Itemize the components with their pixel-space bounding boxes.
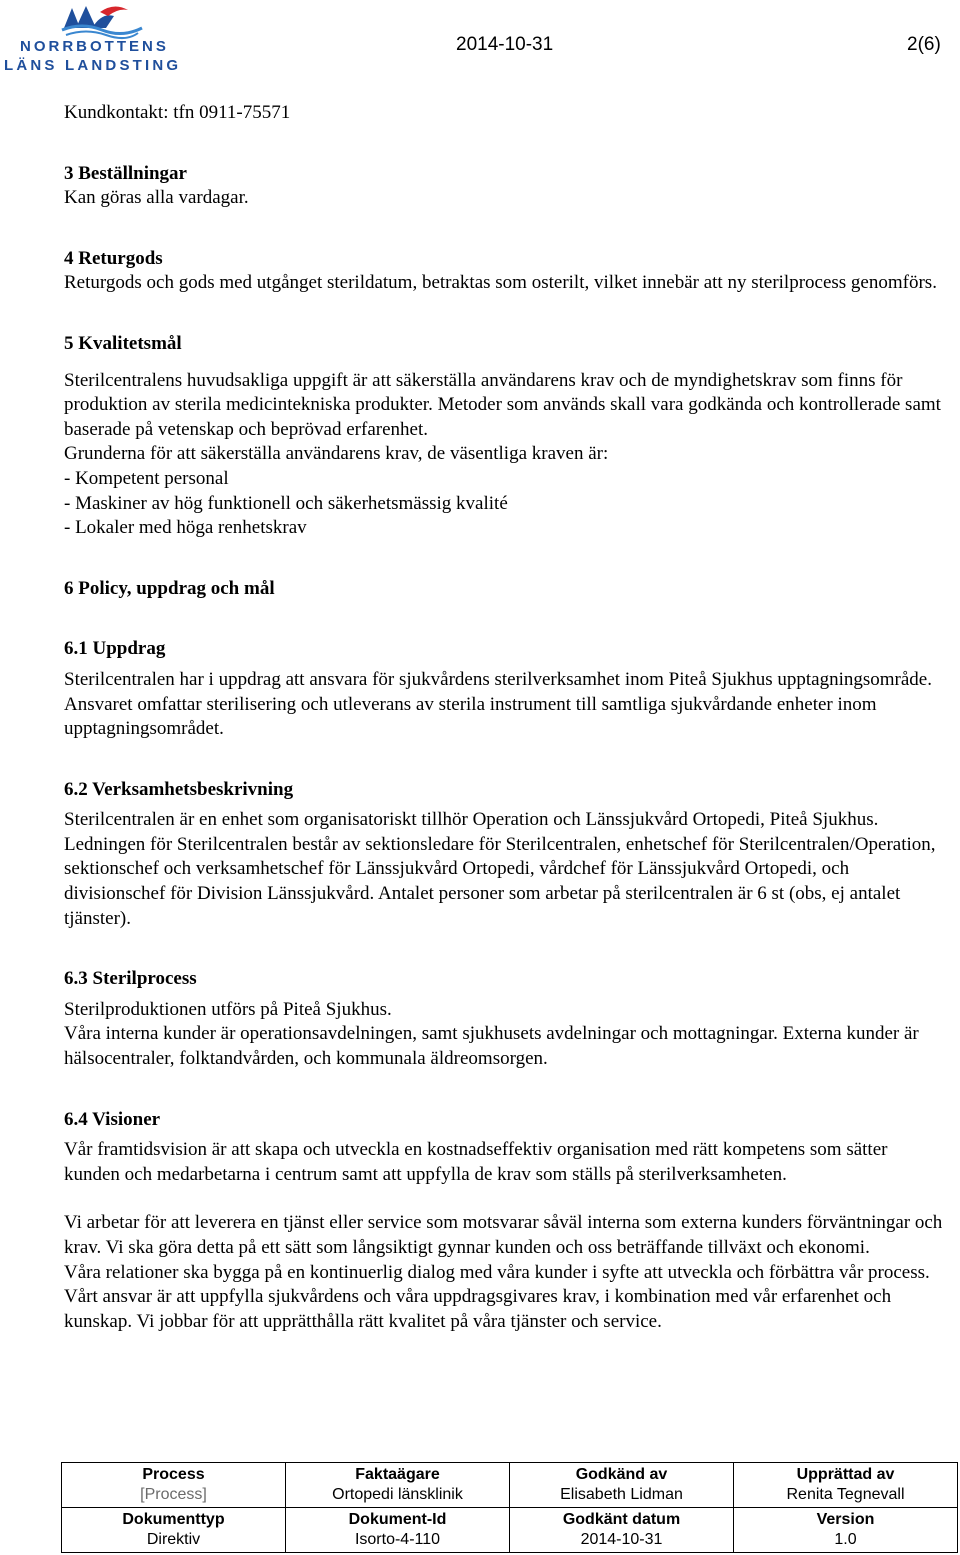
section-6-heading: 6 Policy, uppdrag och mål xyxy=(64,577,275,599)
section-4-text: Returgods och gods med utgånget sterildatum, betraktas som osterilt, vilket innebär att ny sterilprocess genomförs. xyxy=(64,272,937,294)
section-5-heading: 5 Kvalitetsmål xyxy=(64,332,182,354)
footer-cell-approved-by xyxy=(510,1463,734,1508)
footer-label: Upprättad av xyxy=(796,1466,895,1483)
footer-value: Renita Tegnevall xyxy=(786,1486,905,1503)
section-5-intro: Grunderna för att säkerställa användarens krav, de väsentliga kraven är: xyxy=(64,443,609,465)
section-3-text: Kan göras alla vardagar. xyxy=(64,187,249,209)
section-5-text: Sterilcentralens huvudsakliga uppgift är att säkerställa användarens krav och de myndighetskrav som finns för produktion av sterila medicintekniska produkter. Metoder som används skall vara godkända och kontrollerade samt baserade på vetenskap och beprövad erfarenhet. xyxy=(64,369,941,440)
document-body xyxy=(64,101,944,1334)
footer-label: Dokument-Id xyxy=(348,1511,447,1528)
organization-logo xyxy=(2,2,192,72)
section-6-4-heading: 6.4 Visioner xyxy=(64,1108,161,1130)
footer-cell-owner xyxy=(286,1463,510,1508)
section-3-heading: 3 Beställningar xyxy=(64,162,187,184)
footer-cell-version xyxy=(734,1508,958,1553)
footer-cell-doc-id xyxy=(286,1508,510,1553)
logo-line1: NORRBOTTENS xyxy=(20,38,169,55)
section-6-4-p1: Vår framtidsvision är att skapa och utveckla en kostnadseffektiv organisation med rätt kompetens som sätter kunden och medarbetarna i centrum samt att uppfylla de krav som ställs på sterilverksamheten. xyxy=(64,1139,888,1185)
footer-row-1 xyxy=(62,1463,958,1508)
footer-cell-doc-type xyxy=(62,1508,286,1553)
footer-value: Elisabeth Lidman xyxy=(560,1486,683,1503)
contact-line: Kundkontakt: tfn 0911-75571 xyxy=(64,102,291,123)
section-6-4-p4: Vårt ansvar är att uppfylla sjukvårdens och våra uppdragsgivares krav, i kombination med vår erfarenhet och kunskap. Vi jobbar för att upprätthålla rätt kvalitet på våra tjänster och service. xyxy=(64,1286,892,1332)
section-6-3-line1: Sterilproduktionen utförs på Piteå Sjukhus. xyxy=(64,998,392,1020)
section-6-2-text: Sterilcentralen är en enhet som organisatoriskt tillhör Operation och Länssjukvård Ortopedi, Piteå Sjukhus. Ledningen för Sterilcentralen består av sektionsledare för Sterilcentralen, enhetschef för Sterilcentralen/Operation, sektionschef och verksamhetschef för Länssjukvård Ortopedi, vårdchef för Länssjukvård Ortopedi, och divisionschef för Division Länssjukvård. Antalet personer som arbetar på sterilcentralen är 6 st (obs, ej antalet tjänster). xyxy=(64,809,936,929)
footer-value: 1.0 xyxy=(834,1531,857,1548)
footer-cell-created-by xyxy=(734,1463,958,1508)
footer-value: Isorto-4-110 xyxy=(354,1531,441,1548)
footer-cell-process xyxy=(62,1463,286,1508)
section-5-bullet-3: - Lokaler med höga renhetskrav xyxy=(64,517,307,539)
footer-value: 2014-10-31 xyxy=(580,1531,663,1548)
section-6-4-p3: Våra relationer ska bygga på en kontinuerlig dialog med våra kunder i syfte att utveckla och förbättra vår process. xyxy=(64,1261,930,1283)
section-5-bullet-1: - Kompetent personal xyxy=(64,467,229,489)
section-6-3-line2: Våra interna kunder är operationsavdelningen, samt sjukhusets avdelningar och mottagningar. Externa kunder är hälsocentraler, folktandvården, och kommunala äldreomsorgen. xyxy=(64,1023,919,1070)
header-date: 2014-10-31 xyxy=(456,34,554,55)
footer-label: Faktaägare xyxy=(355,1466,440,1483)
section-6-3-heading: 6.3 Sterilprocess xyxy=(64,968,197,990)
footer-value: Direktiv xyxy=(146,1531,201,1548)
section-6-2-heading: 6.2 Verksamhetsbeskrivning xyxy=(64,778,294,800)
section-6-4-p2: Vi arbetar för att leverera en tjänst eller service som motsvarar såväl interna som externa kunders förväntningar och krav. Vi ska göra detta på ett sätt som långsiktigt gynnar kunden och oss beträffande tillväxt och ekonomi. xyxy=(64,1212,943,1258)
logo-line2: LÄNS LANDSTING xyxy=(4,57,182,72)
footer-value: Ortopedi länsklinik xyxy=(332,1486,463,1503)
document-footer-table xyxy=(61,1462,958,1553)
logo-emblem-icon xyxy=(2,2,192,72)
footer-label: Version xyxy=(816,1511,875,1528)
page-number: 2(6) xyxy=(907,34,941,55)
footer-row-2 xyxy=(62,1508,958,1553)
footer-label: Process xyxy=(142,1466,205,1483)
footer-label: Godkänd av xyxy=(575,1466,668,1483)
section-6-1-heading: 6.1 Uppdrag xyxy=(64,638,166,660)
section-4-heading: 4 Returgods xyxy=(64,247,163,269)
footer-label: Godkänt datum xyxy=(562,1511,681,1528)
footer-value: [Process] xyxy=(140,1486,207,1503)
section-5-bullet-2: - Maskiner av hög funktionell och säkerhetsmässig kvalité xyxy=(64,492,508,514)
footer-cell-approved-date xyxy=(510,1508,734,1553)
section-6-1-text: Sterilcentralen har i uppdrag att ansvara för sjukvårdens sterilverksamhet inom Piteå Sjukhus upptagningsområde. Ansvaret omfattar sterilisering och utleverans av sterila instrument till samtliga sjukvårdande enheter inom upptagningsområdet. xyxy=(64,668,932,740)
footer-label: Dokumenttyp xyxy=(122,1511,225,1528)
